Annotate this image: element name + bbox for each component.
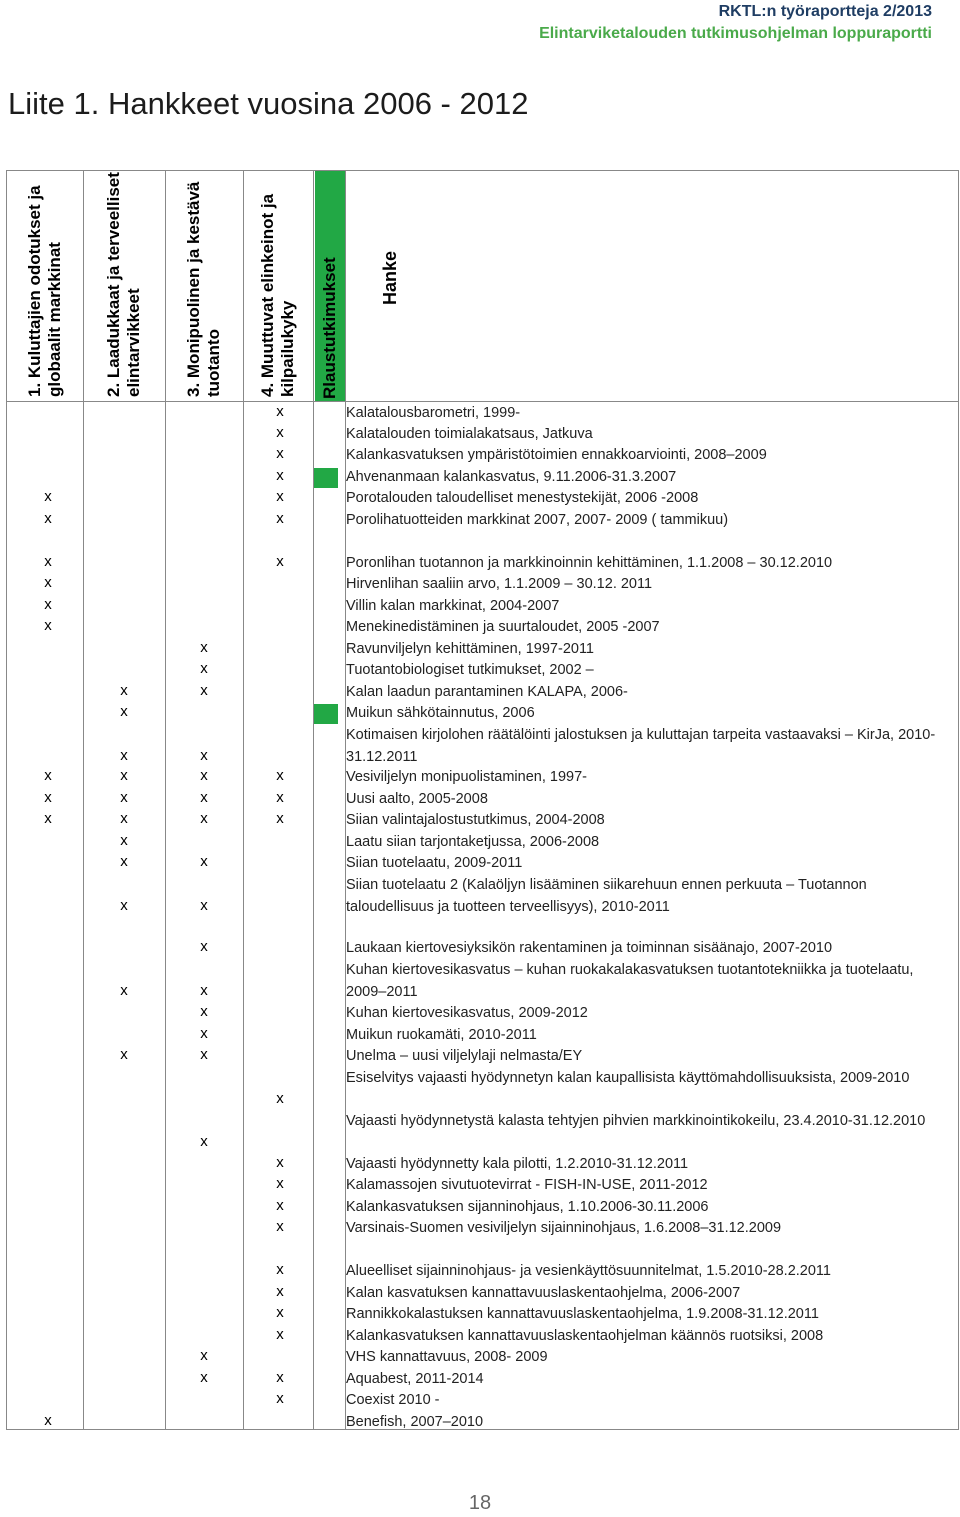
row-mark-1: x: [44, 510, 52, 527]
row-mark-1: x: [44, 617, 52, 634]
row-mark-3: x: [200, 1347, 208, 1364]
project-name: Varsinais-Suomen vesiviljelyn sijainninohjaus, 1.6.2008–31.12.2009: [346, 1220, 782, 1236]
row-mark-4: x: [276, 1261, 284, 1278]
row-mark-3: x: [200, 1025, 208, 1042]
project-name: Porotalouden taloudelliset menestystekijät, 2006 -2008: [346, 490, 699, 506]
project-name: Kalan kasvatuksen kannattavuuslaskentaohjelma, 2006-2007: [346, 1285, 741, 1301]
project-name: Kalankasvatuksen ympäristötoimien ennakkoarviointi, 2008–2009: [346, 447, 767, 463]
report-series: RKTL:n työraportteja 2/2013: [718, 3, 932, 20]
project-name: Rannikkokalastuksen kannattavuuslaskentaohjelma, 1.9.2008-31.12.2011: [346, 1306, 819, 1322]
project-name: Kalamassojen sivutuotevirrat - FISH-IN-USE, 2011-2012: [346, 1177, 708, 1193]
project-name: Benefish, 2007–2010: [346, 1414, 484, 1430]
row-mark-4: x: [276, 1390, 284, 1407]
project-name: Esiselvitys vajaasti hyödynnetyn kalan kaupallisista käyttömahdollisuuksista, 2009-2010: [346, 1070, 910, 1086]
row-mark-3: x: [200, 938, 208, 955]
project-name: Kalatalousbarometri, 1999-: [346, 405, 521, 421]
project-name: Poronlihan tuotannon ja markkinoinnin kehittäminen, 1.1.2008 – 30.12.2010: [346, 555, 833, 571]
row-mark-3: x: [200, 639, 208, 656]
project-name: Ahvenanmaan kalankasvatus, 9.11.2006-31.3.2007: [346, 469, 677, 485]
project-name: Kalankasvatuksen sijanninohjaus, 1.10.2006-30.11.2006: [346, 1199, 709, 1215]
project-name: Kotimaisen kirjolohen räätälöinti jalostuksen ja kuluttajan tarpeita vastaavaksi – KirJa, 2010-31.12.2011: [346, 727, 936, 765]
row-mark-4: x: [276, 1304, 284, 1321]
row-mark-4: x: [276, 810, 284, 827]
project-name: Vajaasti hyödynnetty kala pilotti, 1.2.2010-31.12.2011: [346, 1156, 689, 1172]
project-name: Tuotantobiologiset tutkimukset, 2002 –: [346, 662, 594, 678]
project-name: Muikun ruokamäti, 2010-2011: [346, 1027, 537, 1043]
row-mark-2: x: [120, 1046, 128, 1063]
row-mark-3: x: [200, 682, 208, 699]
project-name: Kuhan kiertovesikasvatus – kuhan ruokakalakasvatuksen tuotantotekniikka ja tuotelaatu, 2009–2011: [346, 962, 914, 1000]
row-mark-2: x: [120, 853, 128, 870]
row-mark-4: x: [276, 424, 284, 441]
row-mark-4: x: [276, 1089, 284, 1107]
page-title: Liite 1. Hankkeet vuosina 2006 - 2012: [8, 86, 529, 121]
project-name: Kuhan kiertovesikasvatus, 2009-2012: [346, 1005, 588, 1021]
row-mark-3: x: [200, 660, 208, 677]
row-mark-4: x: [276, 467, 284, 484]
column-header-5: Rlaustutkimukset: [315, 171, 345, 401]
row-mark-3: x: [200, 810, 208, 827]
project-name: Aquabest, 2011-2014: [346, 1371, 484, 1387]
row-mark-4: x: [276, 1218, 284, 1235]
header-divider: [7, 401, 958, 402]
row-mark-2: x: [120, 896, 128, 914]
row-mark-1: x: [44, 810, 52, 827]
project-name: Unelma – uusi viljelylaji nelmasta/EY: [346, 1048, 583, 1064]
row-mark-1: x: [44, 553, 52, 570]
row-mark-1: x: [44, 596, 52, 613]
row-mark-1: x: [44, 767, 52, 784]
row-mark-2: x: [120, 810, 128, 827]
row-mark-1: x: [44, 1412, 52, 1429]
project-name: Coexist 2010 -: [346, 1392, 440, 1408]
row-mark-2: x: [120, 789, 128, 806]
row-mark-2: x: [120, 746, 128, 764]
row-mark-3: x: [200, 1003, 208, 1020]
project-name: Ravunviljelyn kehittäminen, 1997-2011: [346, 641, 594, 657]
page-number: 18: [468, 1492, 492, 1514]
project-name: Siian tuotelaatu 2 (Kalaöljyn lisääminen siikarehuun ennen perkuuta – Tuotannon taloudellisuus ja tuotteen terveellisyys), 2010-2011: [346, 877, 867, 915]
row-mark-4: x: [276, 403, 284, 420]
row-mark-2: x: [120, 981, 128, 999]
row-mark-1: x: [44, 789, 52, 806]
row-mark-3: x: [200, 767, 208, 784]
row-mark-3: x: [200, 1132, 208, 1150]
project-name: Porolihatuotteiden markkinat 2007, 2007- 2009 ( tammikuu): [346, 512, 729, 528]
row-mark-4: x: [276, 767, 284, 784]
project-name: Laatu siian tarjontaketjussa, 2006-2008: [346, 834, 600, 850]
row-mark-4: x: [276, 789, 284, 806]
row-mark-1: x: [44, 488, 52, 505]
row-mark-4: x: [276, 510, 284, 527]
project-name: Kalankasvatuksen kannattavuuslaskentaohjelman käännös ruotsiksi, 2008: [346, 1328, 824, 1344]
rlaus-marker: [314, 704, 338, 724]
project-name: Alueelliset sijainninohjaus- ja vesienkäyttösuunnitelmat, 1.5.2010-28.2.2011: [346, 1263, 831, 1279]
project-name: Siian valintajalostustutkimus, 2004-2008: [346, 812, 605, 828]
project-name: Laukaan kiertovesiyksikön rakentaminen ja toiminnan sisäänajo, 2007-2010: [346, 940, 833, 956]
row-mark-4: x: [276, 1283, 284, 1300]
column-header-2: 2. Laadukkaat ja terveelliset elintarvikkeet: [104, 172, 143, 397]
project-name: Uusi aalto, 2005-2008: [346, 791, 488, 807]
project-name: Muikun sähkötainnutus, 2006: [346, 705, 535, 721]
column-header-3: 3. Monipuolinen ja kestävä tuotanto: [184, 181, 223, 397]
row-mark-3: x: [200, 1369, 208, 1386]
row-mark-2: x: [120, 682, 128, 699]
row-mark-4: x: [276, 553, 284, 570]
row-mark-4: x: [276, 1175, 284, 1192]
column-header-4: 4. Muuttuvat elinkeinot ja kilpailukyky: [258, 193, 297, 397]
row-mark-3: x: [200, 1046, 208, 1063]
project-name: Kalan laadun parantaminen KALAPA, 2006-: [346, 684, 628, 700]
row-mark-2: x: [120, 767, 128, 784]
project-name: Siian tuotelaatu, 2009-2011: [346, 855, 523, 871]
row-mark-4: x: [276, 1197, 284, 1214]
project-name: Vesiviljelyn monipuolistaminen, 1997-: [346, 769, 587, 785]
row-mark-1: x: [44, 574, 52, 591]
column-divider: [313, 171, 314, 1429]
row-mark-3: x: [200, 746, 208, 764]
column-header-hanke: Hanke: [380, 250, 400, 305]
project-name: Villin kalan markkinat, 2004-2007: [346, 598, 560, 614]
rlaus-marker: [314, 468, 338, 488]
project-name: Hirvenlihan saaliin arvo, 1.1.2009 – 30.12. 2011: [346, 576, 653, 592]
project-name: Menekinedistäminen ja suurtaloudet, 2005 -2007: [346, 619, 660, 635]
row-mark-3: x: [200, 853, 208, 870]
report-title: Elintarviketalouden tutkimusohjelman loppuraportti: [539, 25, 932, 42]
column-header-1: 1. Kuluttajien odotukset ja globaalit markkinat: [25, 185, 64, 397]
row-mark-3: x: [200, 896, 208, 914]
row-mark-4: x: [276, 1154, 284, 1171]
project-name: Vajaasti hyödynnetystä kalasta tehtyjen pihvien markkinointikokeilu, 23.4.2010-31.12.2010: [346, 1113, 926, 1129]
row-mark-2: x: [120, 703, 128, 720]
row-mark-4: x: [276, 1326, 284, 1343]
project-name: Kalatalouden toimialakatsaus, Jatkuva: [346, 426, 593, 442]
row-mark-3: x: [200, 981, 208, 999]
row-mark-3: x: [200, 789, 208, 806]
row-mark-4: x: [276, 445, 284, 462]
row-mark-4: x: [276, 488, 284, 505]
project-name: VHS kannattavuus, 2008- 2009: [346, 1349, 548, 1365]
row-mark-2: x: [120, 832, 128, 849]
row-mark-4: x: [276, 1369, 284, 1386]
